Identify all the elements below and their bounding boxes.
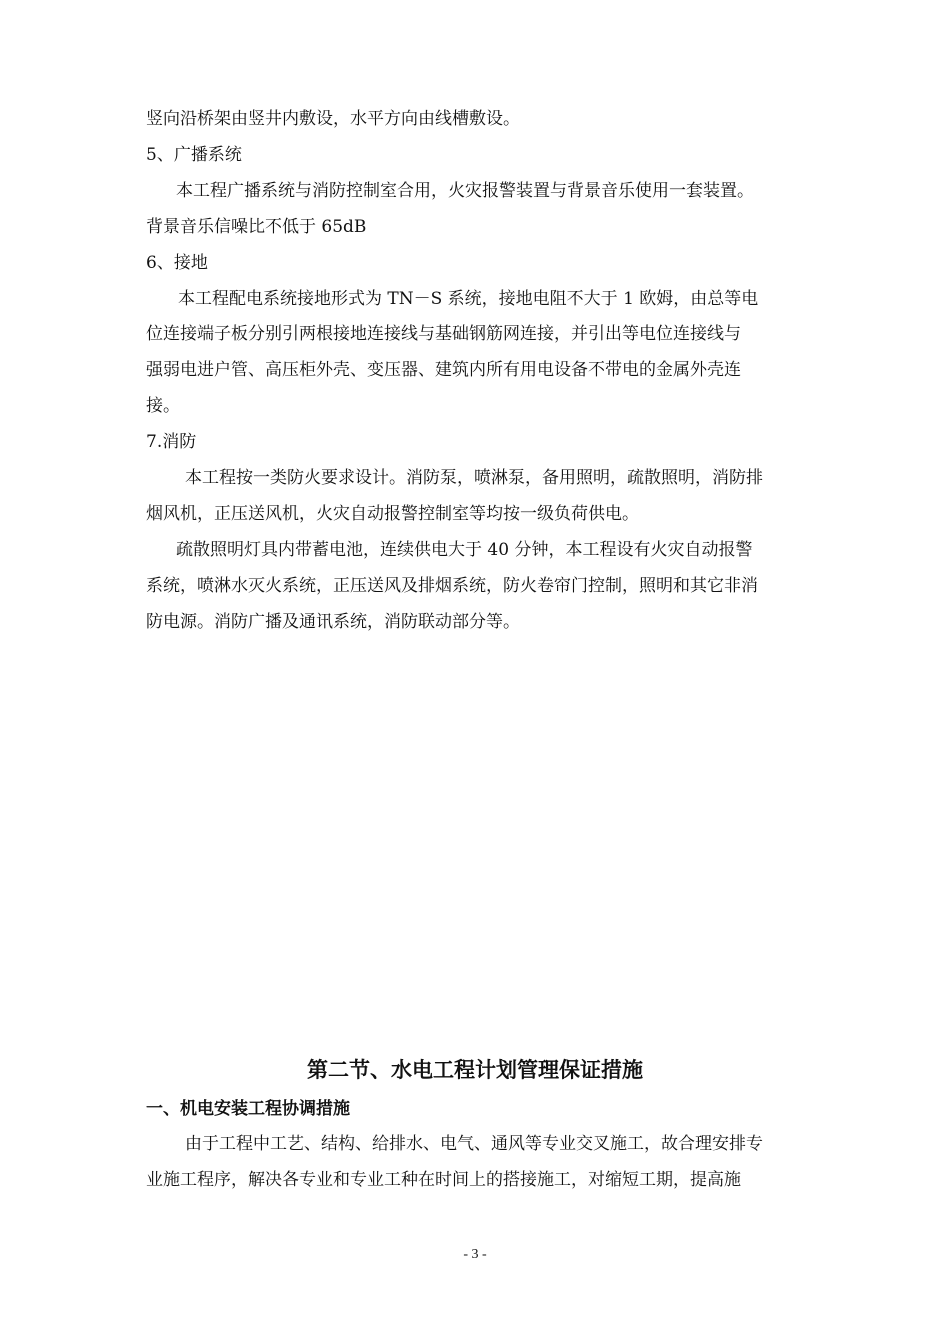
section-title: 第二节、水电工程计划管理保证措施 (307, 1058, 643, 1082)
subsection-title: 一、机电安装工程协调措施 (146, 1099, 350, 1119)
paragraph-line: 背景音乐信噪比不低于 65dB (146, 217, 367, 237)
paragraph-line: 本工程按一类防火要求设计。消防泵，喷淋泵，备用照明，疏散照明，消防排 (185, 468, 763, 488)
paragraph-line: 系统，喷淋水灭火系统，正压送风及排烟系统，防火卷帘门控制，照明和其它非消 (146, 576, 758, 596)
paragraph-line: 本工程配电系统接地形式为 TN－S 系统，接地电阻不大于 1 欧姆，由总等电 (178, 289, 759, 309)
paragraph-line: 疏散照明灯具内带蓄电池，连续供电大于 40 分钟，本工程设有火灾自动报警 (176, 540, 753, 560)
paragraph-line: 强弱电进户管、高压柜外壳、变压器、建筑内所有用电设备不带电的金属外壳连 (146, 360, 741, 380)
paragraph-line: 防电源。消防广播及通讯系统，消防联动部分等。 (146, 612, 520, 632)
paragraph-line: 位连接端子板分别引两根接地连接线与基础钢筋网连接，并引出等电位连接线与 (146, 324, 741, 344)
page-number: - 3 - (463, 1247, 487, 1262)
paragraph-line: 本工程广播系统与消防控制室合用，火灾报警装置与背景音乐使用一套装置。 (176, 181, 754, 201)
paragraph-line: 业施工程序，解决各专业和专业工种在时间上的搭接施工，对缩短工期，提高施 (146, 1170, 741, 1190)
paragraph-line: 烟风机，正压送风机，火灾自动报警控制室等均按一级负荷供电。 (146, 504, 639, 524)
paragraph-line: 由于工程中工艺、结构、给排水、电气、通风等专业交叉施工，故合理安排专 (185, 1134, 763, 1154)
item-heading-broadcast: 5、广播系统 (146, 145, 242, 165)
item-heading-grounding: 6、接地 (146, 253, 208, 273)
paragraph-line: 接。 (146, 396, 180, 416)
item-heading-fire-protection: 7.消防 (146, 432, 197, 452)
paragraph-line: 竖向沿桥架由竖井内敷设，水平方向由线槽敷设。 (146, 109, 520, 129)
